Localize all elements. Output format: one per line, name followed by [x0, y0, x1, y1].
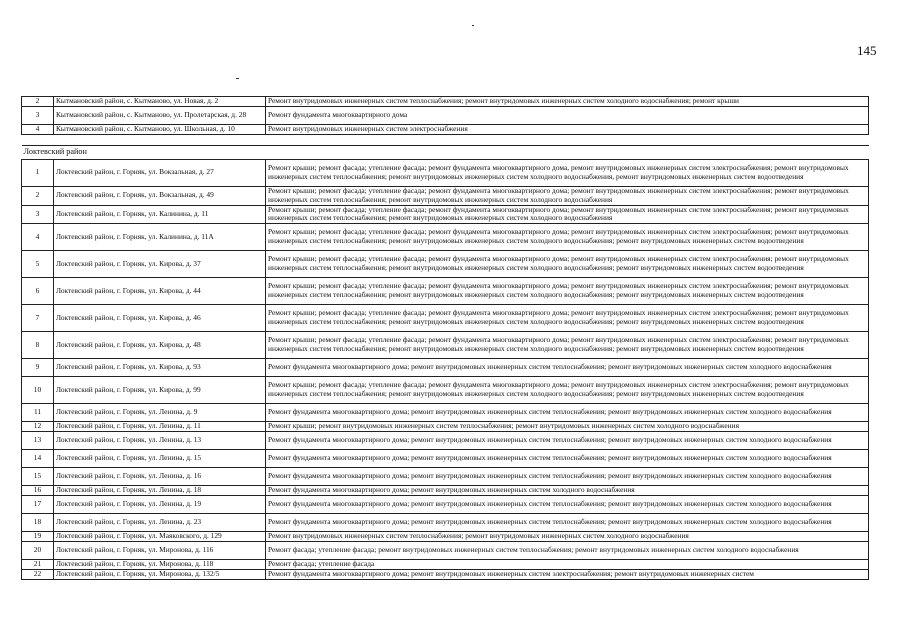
row-number: 9 — [22, 359, 54, 377]
table-row — [22, 532, 869, 542]
row-number: 18 — [22, 514, 54, 532]
row-number: 12 — [22, 422, 54, 432]
row-address: Локтевский район, г. Горняк, ул. Кирова, д. 37 — [54, 251, 266, 278]
table-row — [22, 542, 869, 560]
row-work-list: Ремонт внутридомовых инженерных систем электроснабжения — [266, 124, 869, 134]
row-number: 4 — [22, 224, 54, 251]
scan-mark — [236, 78, 239, 79]
row-work-list: Ремонт фундамента многоквартирного дома; ремонт внутридомовых инженерных систем теплоснабжения; ремонт внутридомовых инженерных систем холодного водоснабжения — [266, 450, 869, 468]
row-work-list: Ремонт фасада; утепление фасада — [266, 560, 869, 570]
row-number: 13 — [22, 432, 54, 450]
row-address: Локтевский район, г. Горняк, ул. Ленина, д. 11 — [54, 422, 266, 432]
table-row — [22, 450, 869, 468]
row-address: Локтевский район, г. Горняк, ул. Ленина, д. 16 — [54, 468, 266, 486]
row-address: Локтевский район, г. Горняк, ул. Ленина, д. 19 — [54, 496, 266, 514]
row-number: 4 — [22, 124, 54, 134]
table-row — [22, 496, 869, 514]
row-address: Локтевский район, г. Горняк, ул. Маяковского, д. 129 — [54, 532, 266, 542]
section-header-row — [22, 145, 869, 159]
table-row — [22, 468, 869, 486]
row-address: Локтевский район, г. Горняк, ул. Вокзальная, д. 49 — [54, 186, 266, 205]
row-number: 1 — [22, 159, 54, 186]
row-number: 22 — [22, 569, 54, 579]
row-address: Локтевский район, г. Горняк, ул. Ленина, д. 15 — [54, 450, 266, 468]
row-number: 6 — [22, 278, 54, 305]
row-work-list: Ремонт фундамента многоквартирного дома; ремонт внутридомовых инженерных систем теплоснабжения; ремонт внутридомовых инженерных систем холодного водоснабжения — [266, 359, 869, 377]
table-row — [22, 159, 869, 186]
row-address: Локтевский район, г. Горняк, ул. Миронова, д. 132/5 — [54, 569, 266, 579]
table-row — [22, 404, 869, 422]
row-number: 21 — [22, 560, 54, 570]
row-work-list: Ремонт крыши; ремонт фасада; утепление фасада; ремонт фундамента многоквартирного дома; ремонт внутридомовых инженерных систем электроснабжения; ремонт внутридомовых инженерных систем теплоснабжения; ремонт внутридомовых инженерных систем холодного водоснабжения; ремонт внутридомовых инженерных систем водоотведения — [266, 332, 869, 359]
row-number: 17 — [22, 496, 54, 514]
section-spacer — [22, 134, 869, 145]
row-number: 19 — [22, 532, 54, 542]
table-row — [22, 514, 869, 532]
row-number: 16 — [22, 486, 54, 496]
table-row — [22, 251, 869, 278]
row-address: Локтевский район, г. Горняк, ул. Кирова, д. 44 — [54, 278, 266, 305]
page-number: 145 — [857, 43, 877, 58]
row-number: 3 — [22, 106, 54, 124]
repair-register-table — [21, 96, 869, 580]
row-work-list: Ремонт фундамента многоквартирного дома — [266, 106, 869, 124]
row-address: Кытмановский район, с. Кытманово, ул. Новая, д. 2 — [54, 97, 266, 107]
table-row — [22, 332, 869, 359]
row-work-list: Ремонт крыши; ремонт фасада; утепление фасада; ремонт фундамента многоквартирного дома; ремонт внутридомовых инженерных систем электроснабжения; ремонт внутридомовых инженерных систем теплоснабжения; ремонт внутридомовых инженерных систем холодного водоснабжения — [266, 205, 869, 224]
row-work-list: Ремонт фундамента многоквартирного дома; ремонт внутридомовых инженерных систем теплоснабжения; ремонт внутридомовых инженерных систем холодного водоснабжения — [266, 468, 869, 486]
row-address: Локтевский район, г. Горняк, ул. Кирова, д. 99 — [54, 377, 266, 404]
row-work-list: Ремонт фасада; утепление фасада; ремонт внутридомовых инженерных систем теплоснабжения; ремонт внутридомовых инженерных систем холодного водоснабжения — [266, 542, 869, 560]
row-number: 8 — [22, 332, 54, 359]
row-address: Локтевский район, г. Горняк, ул. Ленина, д. 18 — [54, 486, 266, 496]
row-address: Локтевский район, г. Горняк, ул. Калинина, д. 11А — [54, 224, 266, 251]
row-work-list: Ремонт крыши; ремонт внутридомовых инженерных систем теплоснабжения; ремонт внутридомовых инженерных систем холодного водоснабжения — [266, 422, 869, 432]
loktevsky-section — [22, 134, 869, 159]
row-work-list: Ремонт крыши; ремонт фасада; утепление фасада; ремонт фундамента многоквартирного дома; ремонт внутридомовых инженерных систем электроснабжения; ремонт внутридомовых инженерных систем теплоснабжения; ремонт внутридомовых инженерных систем холодного водоснабжения — [266, 186, 869, 205]
row-work-list: Ремонт фундамента многоквартирного дома; ремонт внутридомовых инженерных систем электроснабжения; ремонт внутридомовых инженерных систем — [266, 569, 869, 579]
loktevsky-rows — [22, 159, 869, 579]
row-number: 11 — [22, 404, 54, 422]
table-row — [22, 486, 869, 496]
row-number: 15 — [22, 468, 54, 486]
table-row — [22, 97, 869, 107]
row-address: Кытмановский район, с. Кытманово, ул. Пролетарская, д. 28 — [54, 106, 266, 124]
row-work-list: Ремонт крыши; ремонт фасада; утепление фасада; ремонт фундамента многоквартирного дома; ремонт внутридомовых инженерных систем электроснабжения; ремонт внутридомовых инженерных систем теплоснабжения; ремонт внутридомовых инженерных систем холодного водоснабжения; ремонт внутридомовых инженерных систем водоотведения — [266, 224, 869, 251]
table-row — [22, 359, 869, 377]
row-address: Локтевский район, г. Горняк, ул. Калинина, д. 11 — [54, 205, 266, 224]
row-work-list: Ремонт крыши; ремонт фасада; утепление фасада; ремонт фундамента многоквартирного дома; ремонт внутридомовых инженерных систем электроснабжения; ремонт внутридомовых инженерных систем теплоснабжения; ремонт внутридомовых инженерных систем холодного водоснабжения; ремонт внутридомовых инженерных систем водоотведения — [266, 251, 869, 278]
table-row — [22, 205, 869, 224]
row-work-list: Ремонт крыши; ремонт фасада; утепление фасада; ремонт фундамента многоквартирного дома; ремонт внутридомовых инженерных систем электроснабжения; ремонт внутридомовых инженерных систем теплоснабжения; ремонт внутридомовых инженерных систем холодного водоснабжения; ремонт внутридомовых инженерных систем водоотведения — [266, 377, 869, 404]
row-address: Локтевский район, г. Горняк, ул. Кирова, д. 93 — [54, 359, 266, 377]
row-address: Локтевский район, г. Горняк, ул. Кирова, д. 46 — [54, 305, 266, 332]
table-row — [22, 186, 869, 205]
row-work-list: Ремонт крыши; ремонт фасада; утепление фасада; ремонт фундамента многоквартирного дома; ремонт внутридомовых инженерных систем электроснабжения; ремонт внутридомовых инженерных систем теплоснабжения; ремонт внутридомовых инженерных систем холодного водоснабжения; ремонт внутридомовых инженерных систем водоотведения — [266, 278, 869, 305]
row-work-list: Ремонт крыши; ремонт фасада; утепление фасада; ремонт фундамента многоквартирного дома; ремонт внутридомовых инженерных систем электроснабжения; ремонт внутридомовых инженерных систем теплоснабжения; ремонт внутридомовых инженерных систем холодного водоснабжения; ремонт внутридомовых инженерных систем водоотведения — [266, 305, 869, 332]
row-number: 2 — [22, 186, 54, 205]
row-work-list: Ремонт внутридомовых инженерных систем теплоснабжения; ремонт внутридомовых инженерных систем холодного водоснабжения; ремонт крыши — [266, 97, 869, 107]
row-address: Локтевский район, г. Горняк, ул. Миронова, д. 118 — [54, 560, 266, 570]
row-number: 14 — [22, 450, 54, 468]
kytmanovsky-rows — [22, 97, 869, 135]
row-work-list: Ремонт крыши; ремонт фасада; утепление фасада; ремонт фундамента многоквартирного дома, ремонт внутридомовых инженерных систем электроснабжения; ремонт внутридомовых инженерных систем теплоснабжения; ремонт внутридомовых инженерных систем холодного водоснабжения, ремонт внутридомовых инженерных систем водоотведения — [266, 159, 869, 186]
row-number: 5 — [22, 251, 54, 278]
row-work-list: Ремонт фундамента многоквартирного дома; ремонт внутридомовых инженерных систем теплоснабжения; ремонт внутридомовых инженерных систем холодного водоснабжения — [266, 496, 869, 514]
row-work-list: Ремонт фундамента многоквартирного дома; ремонт внутридомовых инженерных систем теплоснабжения; ремонт внутридомовых инженерных систем холодного водоснабжения — [266, 432, 869, 450]
row-work-list: Ремонт внутридомовых инженерных систем теплоснабжения; ремонт внутридомовых инженерных систем холодного водоснабжения — [266, 532, 869, 542]
row-address: Локтевский район, г. Горняк, ул. Ленина, д. 9 — [54, 404, 266, 422]
table-row — [22, 569, 869, 579]
row-work-list: Ремонт фундамента многоквартирного дома; ремонт внутридомовых инженерных систем теплоснабжения; ремонт внутридомовых инженерных систем холодного водоснабжения — [266, 514, 869, 532]
row-number: 10 — [22, 377, 54, 404]
row-work-list: Ремонт фундамента многоквартирного дома; ремонт внутридомовых инженерных систем холодного водоснабжения — [266, 486, 869, 496]
table-row — [22, 422, 869, 432]
row-address: Локтевский район, г. Горняк, ул. Вокзальная, д. 27 — [54, 159, 266, 186]
row-address: Локтевский район, г. Горняк, ул. Ленина, д. 13 — [54, 432, 266, 450]
table-row — [22, 224, 869, 251]
row-number: 2 — [22, 97, 54, 107]
table-row — [22, 106, 869, 124]
row-address: Локтевский район, г. Горняк, ул. Кирова, д. 48 — [54, 332, 266, 359]
scan-mark — [472, 25, 474, 26]
section-title: Локтевский район — [22, 145, 869, 159]
table-row — [22, 278, 869, 305]
table-row — [22, 560, 869, 570]
row-address: Локтевский район, г. Горняк, ул. Миронова, д. 116 — [54, 542, 266, 560]
table-row — [22, 124, 869, 134]
row-number: 7 — [22, 305, 54, 332]
row-address: Локтевский район, г. Горняк, ул. Ленина, д. 23 — [54, 514, 266, 532]
row-address: Кытмановский район, с. Кытманово, ул. Школьная, д. 10 — [54, 124, 266, 134]
table-row — [22, 305, 869, 332]
table-row — [22, 377, 869, 404]
table-row — [22, 432, 869, 450]
row-number: 20 — [22, 542, 54, 560]
row-work-list: Ремонт фундамента многоквартирного дома; ремонт внутридомовых инженерных систем теплоснабжения; ремонт внутридомовых инженерных систем холодного водоснабжения — [266, 404, 869, 422]
row-number: 3 — [22, 205, 54, 224]
